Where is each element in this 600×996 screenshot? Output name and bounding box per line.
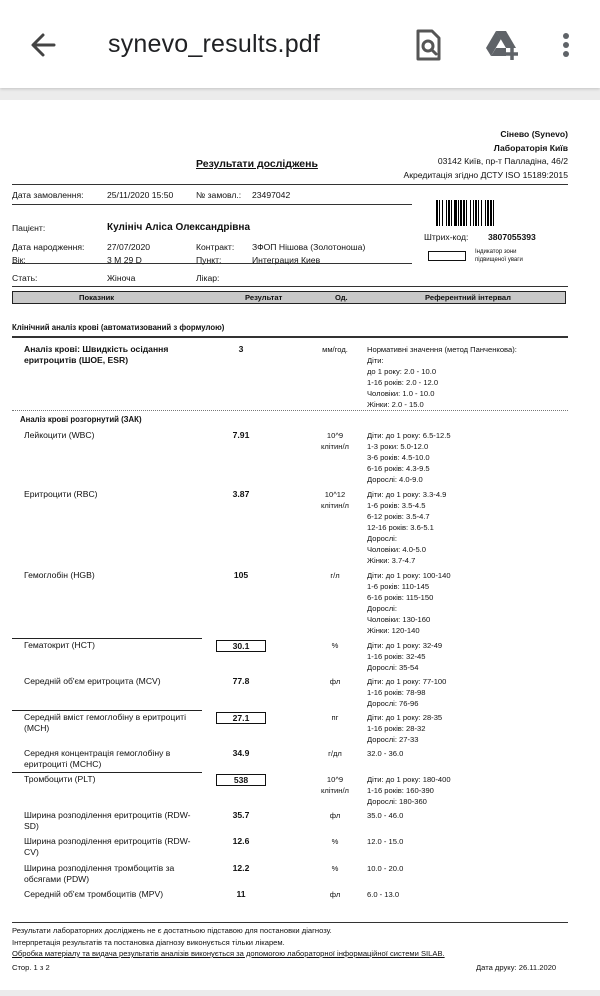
reference-range — [367, 774, 451, 807]
reference-range — [367, 836, 403, 847]
test-result: 27.1 — [216, 712, 266, 724]
lab-accreditation: Акредитація згідно ДСТУ ISO 15189:2015 — [403, 169, 568, 180]
reference-range — [367, 889, 399, 900]
unit-part: % — [331, 641, 339, 650]
unit-part: 10^12 — [324, 490, 346, 499]
reference-line: 35.0 - 46.0 — [367, 811, 404, 820]
reference-line: 6-16 років: 4.3-9.5 — [367, 464, 430, 473]
reference-range — [367, 748, 403, 759]
test-unit — [310, 640, 360, 651]
test-unit — [310, 889, 360, 900]
divider — [12, 286, 568, 287]
test-unit — [310, 430, 360, 452]
attention-indicator-box — [428, 251, 466, 261]
unit-part: 10^9 — [326, 775, 344, 784]
section-divider — [12, 336, 568, 338]
order-number-label: № замовл.: — [196, 190, 242, 200]
test-name: Тромбоцити (PLT) — [24, 774, 96, 784]
sex-value: Жіноча — [107, 273, 136, 283]
reference-range — [367, 676, 446, 709]
test-unit — [310, 676, 360, 687]
reference-line: Діти: до 1 року: 28-35 — [367, 713, 443, 722]
unit-part: % — [331, 864, 339, 873]
app-bar — [0, 0, 600, 88]
section-divider — [12, 410, 568, 411]
reference-range — [367, 863, 403, 874]
test-unit — [310, 810, 360, 821]
reference-line: Жінки: 2.0 - 15.0 — [367, 400, 424, 409]
section-title-full-blood: Аналіз крові розгорнутий (ЗАК) — [20, 415, 142, 424]
reference-range — [367, 640, 442, 673]
footer-note-1: Результати лабораторних досліджень не є достатньою підставою для постановки діагнозу. — [12, 926, 332, 935]
reference-line: Діти: до 1 року: 6.5-12.5 — [367, 431, 451, 440]
table-header — [12, 291, 566, 304]
page-number: Стор. 1 з 2 — [12, 963, 50, 972]
document-title: synevo_results.pdf — [108, 30, 321, 58]
footer-note-3: Обробка матеріалу та видача результатів аналізів виконується за допомогою лабораторної інформаційної системи SILAB. — [12, 949, 445, 958]
reference-line: Діти: до 1 року: 180-400 — [367, 775, 451, 784]
reference-line: 12-16 років: 3.6-5.1 — [367, 523, 434, 532]
unit-part: клітин/л — [321, 501, 349, 510]
reference-line: 1-3 роки: 5.0-12.0 — [367, 442, 429, 451]
back-arrow-icon[interactable] — [28, 30, 58, 60]
reference-line: 1-6 років: 3.5-4.5 — [367, 501, 426, 510]
reference-line: 3-6 років: 4.5-10.0 — [367, 453, 430, 462]
test-name: Лейкоцити (WBC) — [24, 430, 95, 440]
reference-line: 10.0 - 20.0 — [367, 864, 404, 873]
divider — [12, 184, 568, 185]
divider — [12, 263, 412, 264]
reference-line: 12.0 - 15.0 — [367, 837, 404, 846]
more-options-icon[interactable] — [556, 28, 576, 62]
print-date: Дата друку: 26.11.2020 — [476, 963, 557, 972]
test-name: Еритроцити (RBC) — [24, 489, 98, 499]
reference-line: 6.0 - 13.0 — [367, 890, 400, 899]
lab-address: 03142 Київ, пр-т Палладіна, 46/2 — [437, 156, 568, 166]
unit-part: фл — [329, 890, 341, 899]
row-divider — [12, 638, 202, 639]
test-result: 12.6 — [232, 836, 250, 846]
unit-part: г/дл — [328, 749, 342, 758]
test-unit — [310, 863, 360, 874]
test-result: 12.2 — [232, 863, 250, 873]
barcode-value: 3807055393 — [488, 232, 536, 242]
doctor-label: Лікар: — [196, 273, 220, 283]
pdf-page — [0, 100, 600, 990]
birth-date-value: 27/07/2020 — [107, 242, 151, 252]
test-result: 34.9 — [232, 748, 250, 758]
reference-line: Дорослі: 35-54 — [367, 663, 419, 672]
test-unit — [310, 748, 360, 759]
test-unit: мм/год. — [322, 345, 348, 354]
reference-line: 1-16 років: 160-390 — [367, 786, 434, 795]
point-label: Пункт: — [196, 255, 222, 265]
contract-label: Контракт: — [196, 242, 235, 252]
search-document-icon[interactable] — [412, 28, 444, 62]
barcode-label: Штрих-код: — [424, 232, 469, 242]
test-unit — [310, 712, 360, 723]
reference-line: Дорослі: 27-33 — [367, 735, 419, 744]
reference-line: Дорослі: 76-96 — [367, 699, 419, 708]
test-name: Середній об'єм тромбоцитів (MPV) — [24, 889, 164, 899]
lab-branch: Лабораторія Київ — [493, 142, 568, 153]
reference-line: Діти: — [367, 356, 384, 365]
reference-range — [367, 712, 442, 745]
attention-indicator-label: Індикатор зони підвищеної уваги — [475, 249, 523, 263]
unit-part: фл — [329, 677, 341, 686]
reference-range — [367, 430, 451, 485]
test-name: Гемоглобін (HGB) — [24, 570, 95, 580]
test-result: 11 — [236, 889, 246, 899]
test-name: Аналіз крові: Швидкість осідання еритроцитів (ШОЕ, ESR) — [24, 344, 169, 365]
unit-part: фл — [329, 811, 341, 820]
test-name: Гематокрит (HCT) — [24, 640, 96, 650]
reference-line: 32.0 - 36.0 — [367, 749, 404, 758]
lab-info — [403, 128, 568, 182]
unit-part: 10^9 — [326, 431, 344, 440]
reference-line: 1-16 років: 2.0 - 12.0 — [367, 378, 439, 387]
reference-line: 1-16 років: 28-32 — [367, 724, 426, 733]
test-result: 3 — [238, 344, 244, 354]
test-result: 105 — [233, 570, 249, 580]
reference-line: Діти: до 1 року: 3.3-4.9 — [367, 490, 447, 499]
results-heading: Результати досліджень — [196, 158, 318, 170]
test-name: Ширина розподілення еритроцитів (RDW-CV) — [24, 836, 191, 857]
point-value: Интеграция Киев — [252, 255, 321, 265]
test-name: Ширина розподілення тромбоцитів за обсягами (PDW) — [24, 863, 175, 884]
test-result: 35.7 — [232, 810, 250, 820]
reference-line: 1-16 років: 78-98 — [367, 688, 426, 697]
unit-part: клітин/л — [321, 786, 349, 795]
patient-label: Пацієнт: — [12, 223, 46, 233]
divider — [12, 922, 568, 923]
reference-line: 1-6 років: 110-145 — [367, 582, 430, 591]
test-name: Ширина розподілення еритроцитів (RDW-SD) — [24, 810, 191, 831]
footer-note-2: Інтерпретація результатів та постановка діагнозу виконується тільки лікарем. — [12, 938, 285, 947]
column-header-indicator: Показник — [79, 293, 115, 302]
reference-line: Чоловіки: 4.0-5.0 — [367, 545, 427, 554]
divider — [12, 204, 412, 205]
reference-line: Жінки: 120-140 — [367, 626, 420, 635]
column-header-unit: Од. — [335, 293, 348, 302]
reference-line: Діти: до 1 року: 77-100 — [367, 677, 447, 686]
reference-range — [367, 489, 446, 566]
age-value: 3 M 29 D — [107, 255, 142, 265]
reference-line: Діти: до 1 року: 100-140 — [367, 571, 451, 580]
birth-date-label: Дата народження: — [12, 242, 85, 252]
reference-line: 6-12 років: 3.5-4.7 — [367, 512, 430, 521]
lab-name: Сінево (Synevo) — [500, 129, 568, 139]
reference-line: Чоловіки: 1.0 - 10.0 — [367, 389, 435, 398]
order-date-value: 25/11/2020 15:50 — [107, 190, 174, 200]
reference-range — [367, 810, 403, 821]
test-unit — [310, 774, 360, 796]
test-unit — [310, 836, 360, 847]
row-divider — [12, 710, 202, 711]
reference-line: Жінки: 3.7-4.7 — [367, 556, 416, 565]
test-name: Середній об'єм еритроцита (MCV) — [24, 676, 161, 686]
reference-range — [367, 344, 517, 410]
test-result: 7.91 — [232, 430, 250, 440]
order-date-label: Дата замовлення: — [12, 190, 84, 200]
reference-line: Дорослі: — [367, 534, 397, 543]
test-result: 77.8 — [232, 676, 250, 686]
reference-line: Нормативні значення (метод Панченкова): — [367, 345, 517, 354]
barcode-bar — [494, 200, 496, 226]
row-divider — [12, 772, 202, 773]
contract-value: ЗФОП Нішова (Золотоноша) — [252, 242, 366, 252]
test-result: 3.87 — [232, 489, 250, 499]
test-name: Середній вміст гемоглобіну в еритроциті (MCH) — [24, 712, 187, 733]
reference-line: Чоловіки: 130-160 — [367, 615, 431, 624]
reference-line: до 1 року: 2.0 - 10.0 — [367, 367, 437, 376]
unit-part: клітин/л — [321, 442, 349, 451]
reference-line: Дорослі: 180-360 — [367, 797, 427, 806]
reference-range — [367, 570, 451, 636]
barcode-image — [436, 200, 526, 226]
test-unit — [310, 489, 360, 511]
test-unit — [310, 570, 360, 581]
reference-line: Дорослі: — [367, 604, 397, 613]
patient-name: Кулініч Аліса Олександрівна — [107, 222, 251, 233]
age-label: Вік: — [12, 255, 26, 265]
test-result: 538 — [216, 774, 266, 786]
sex-label: Стать: — [12, 273, 38, 283]
unit-part: пг — [331, 713, 339, 722]
reference-line: 1-16 років: 32-45 — [367, 652, 426, 661]
unit-part: г/л — [330, 571, 340, 580]
unit-part: % — [331, 837, 339, 846]
section-title-cbc: Клінічний аналіз крові (автоматизований з формулою) — [12, 323, 225, 332]
reference-line: Діти: до 1 року: 32-49 — [367, 641, 443, 650]
reference-line: Дорослі: 4.0-9.0 — [367, 475, 423, 484]
order-number-value: 23497042 — [252, 190, 291, 200]
test-result: 30.1 — [216, 640, 266, 652]
column-header-reference: Референтний інтервал — [425, 293, 511, 302]
column-header-result: Результат — [245, 293, 283, 302]
reference-line: 6-16 років: 115-150 — [367, 593, 434, 602]
add-to-drive-icon[interactable] — [484, 28, 520, 62]
test-name: Середня концентрація гемоглобіну в еритроциті (MCHC) — [24, 748, 171, 769]
